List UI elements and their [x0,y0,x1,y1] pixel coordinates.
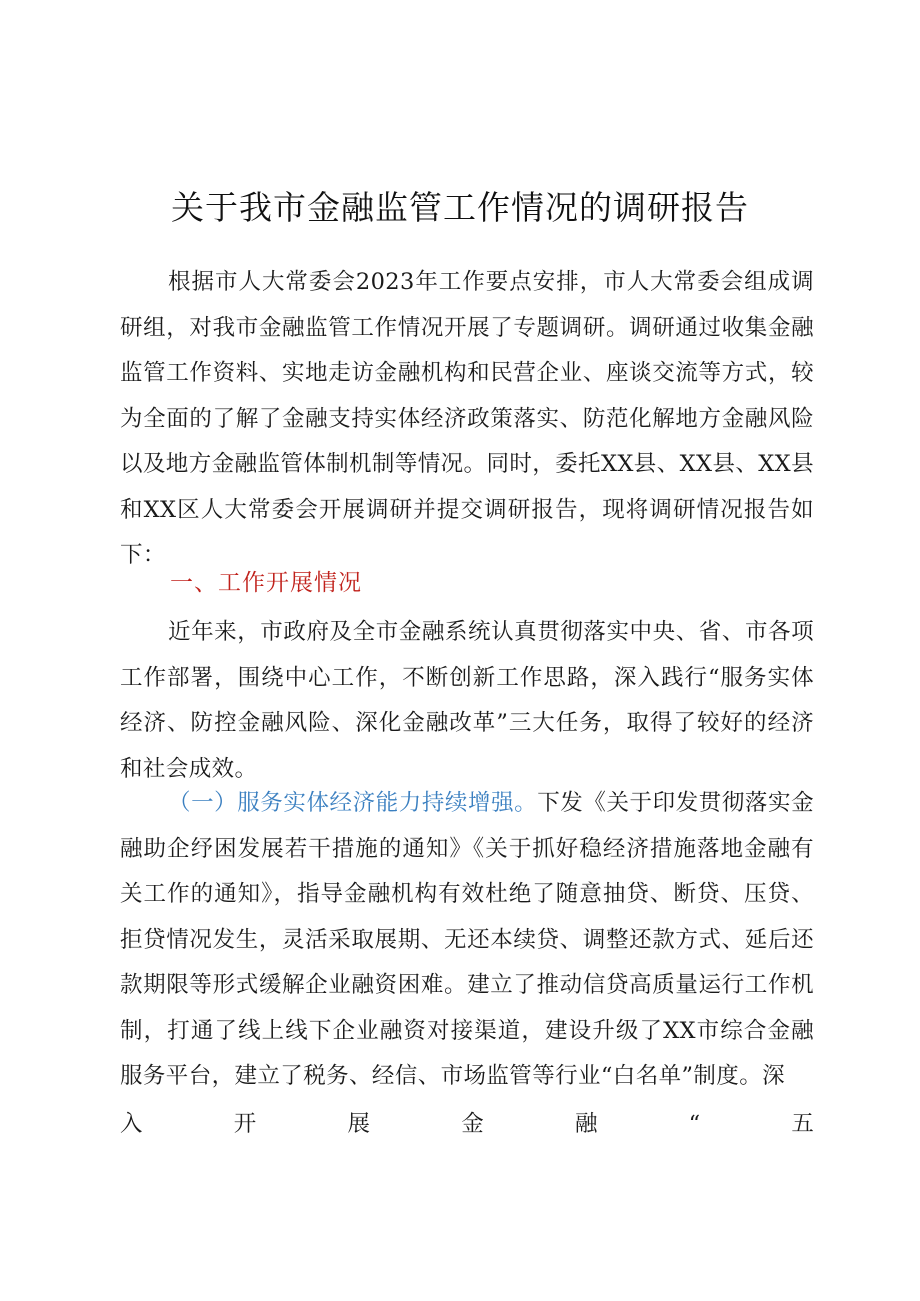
intro-paragraph: 根据市人大常委会2023年工作要点安排，市人大常委会组成调研组，对我市金融监管工作情况开展了专题调研。调研通过收集金融监管工作资料、实地走访金融机构和民营企业、座谈交流等方式，较为全面的了解了金融支持实体经济政策落实、防范化解地方金融风险以及地方金融监管体制机制等情况。同时，委托XX县、XX县、XX县和XX区人大常委会开展调研并提交调研报告，现将调研情况报告如下： [120,269,814,568]
last-line-char: 入 [120,1111,143,1137]
last-line-char: “ [688,1111,701,1137]
last-line-char: 展 [347,1111,370,1137]
last-line-char: 金 [461,1111,484,1137]
last-line-char: 五 [791,1111,814,1137]
justified-last-line [120,1102,814,1148]
section-heading: 一、工作开展情况 [170,570,362,596]
subsection-paragraph [120,781,814,1100]
section-paragraph: 近年来，市政府及全市金融系统认真贯彻落实中央、省、市各项工作部署，围绕中心工作，不断创新工作思路，深入践行“服务实体经济、防控金融风险、深化金融改革”三大任务，取得了较好的经济和社会成效。 [120,619,814,782]
last-line-char: 开 [233,1111,257,1137]
last-line-char: 融 [574,1111,598,1137]
document-title: 关于我市金融监管工作情况的调研报告 [171,188,749,227]
subsection-body: 下发《关于印发贯彻落实金融助企纾困发展若干措施的通知》《关于抓好稳经济措施落地金融有关工作的通知》，指导金融机构有效杜绝了随意抽贷、断贷、压贷、拒贷情况发生，灵活采取展期、无还本续贷、调整还款方式、延后还款期限等形式缓解企业融资困难。建立了推动信贷高质量运行工作机制，打通了线上线下企业融资对接渠道，建设升级了XX市综合金融服务平台，建立了税务、经信、市场监管等行业“白名单”制度。深 [120,790,814,1089]
subsection-heading: （一）服务实体经济能力持续增强。 [168,790,538,816]
